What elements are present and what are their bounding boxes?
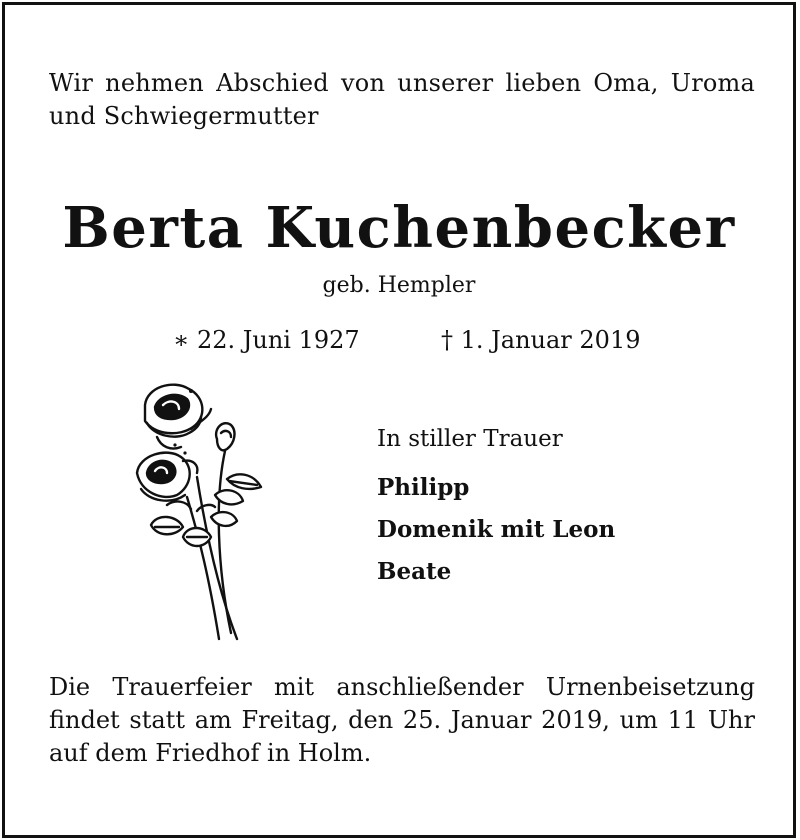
- funeral-details: Die Trauerfeier mit anschließender Urnenbeisetzung findet statt am Freitag, den 25. Januar 2019, um 11 Uhr auf dem Friedhof in Holm.: [49, 673, 755, 767]
- mourning-line: In stiller Trauer: [377, 426, 563, 452]
- mourner-name: Domenik mit Leon: [377, 516, 616, 543]
- mourner-name: Philipp: [377, 474, 470, 501]
- rose-illustration: [127, 377, 267, 647]
- mourner-list: [377, 467, 615, 593]
- maiden-name: geb. Hempler: [322, 273, 476, 298]
- intro-text: Wir nehmen Abschied von unserer lieben Oma, Uroma und Schwiegermutter: [49, 69, 755, 130]
- deceased-name: Berta Kuchenbecker: [62, 195, 736, 261]
- birth-date: ∗ 22. Juni 1927: [173, 326, 360, 354]
- obituary-notice: [2, 2, 796, 838]
- death-date: † 1. Januar 2019: [441, 326, 641, 354]
- mourner-name: Beate: [377, 558, 452, 585]
